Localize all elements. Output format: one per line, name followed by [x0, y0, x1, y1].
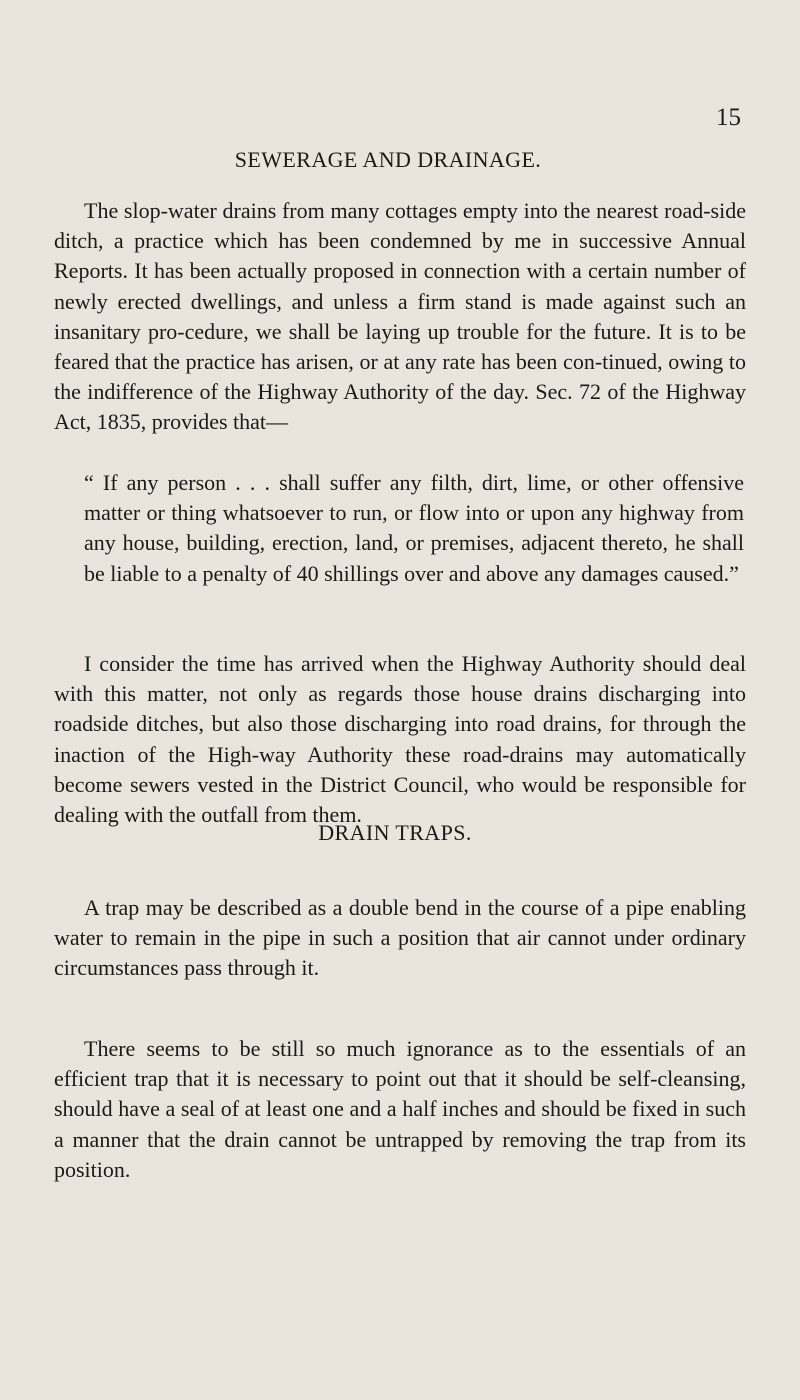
drain-traps-paragraph-1-block — [54, 893, 746, 984]
highway-act-quote: “ If any person . . . shall suffer any filth, dirt, lime, or other offensive matter or thing whatsoever to run, or flow into or upon any highway from any house, building, erection, land, or premises, adjacent thereto, he shall be liable to a penalty of 40 shillings over and above any damages caused.” — [84, 470, 744, 586]
drain-traps-paragraph-1: A trap may be described as a double bend in the course of a pipe enabling water to remain in the pipe in such a position that air cannot under ordinary circumstances pass through it. — [54, 895, 746, 981]
drain-traps-paragraph-2-block — [54, 1034, 746, 1185]
section-heading-drain-traps: DRAIN TRAPS. — [318, 820, 472, 845]
sewerage-paragraph-1-block — [54, 196, 746, 438]
drain-traps-paragraph-2: There seems to be still so much ignorance as to the essentials of an efficient trap that it is necessary to point out that it should be self-cleansing, should have a seal of at least one and a half inches and should be fixed in such a manner that the drain cannot be untrapped by removing the trap from its position. — [54, 1036, 746, 1182]
sewerage-paragraph-2: I consider the time has arrived when the Highway Authority should deal with this matter, not only as regards those house drains discharging into roadside ditches, but also those discharging into road drains, for through the inaction of the High-way Authority these road-drains may automatically become sewers vested in the District Council, who would be responsible for dealing with the outfall from them. — [54, 651, 746, 828]
page-number: 15 — [716, 104, 741, 131]
sewerage-paragraph-2-block — [54, 649, 746, 830]
sewerage-paragraph-1: The slop-water drains from many cottages empty into the nearest road-side ditch, a practice which has been condemned by me in successive Annual Reports. It has been actually proposed in connection with a certain number of newly erected dwellings, and unless a firm stand is made against such an insanitary pro-cedure, we shall be laying up trouble for the future. It is to be feared that the practice has arisen, or at any rate has been con-tinued, owing to the indifference of the Highway Authority of the day. Sec. 72 of the Highway Act, 1835, provides that— — [54, 198, 746, 435]
section-heading-sewerage: SEWERAGE AND DRAINAGE. — [234, 147, 542, 172]
highway-act-quote-block — [84, 468, 744, 589]
